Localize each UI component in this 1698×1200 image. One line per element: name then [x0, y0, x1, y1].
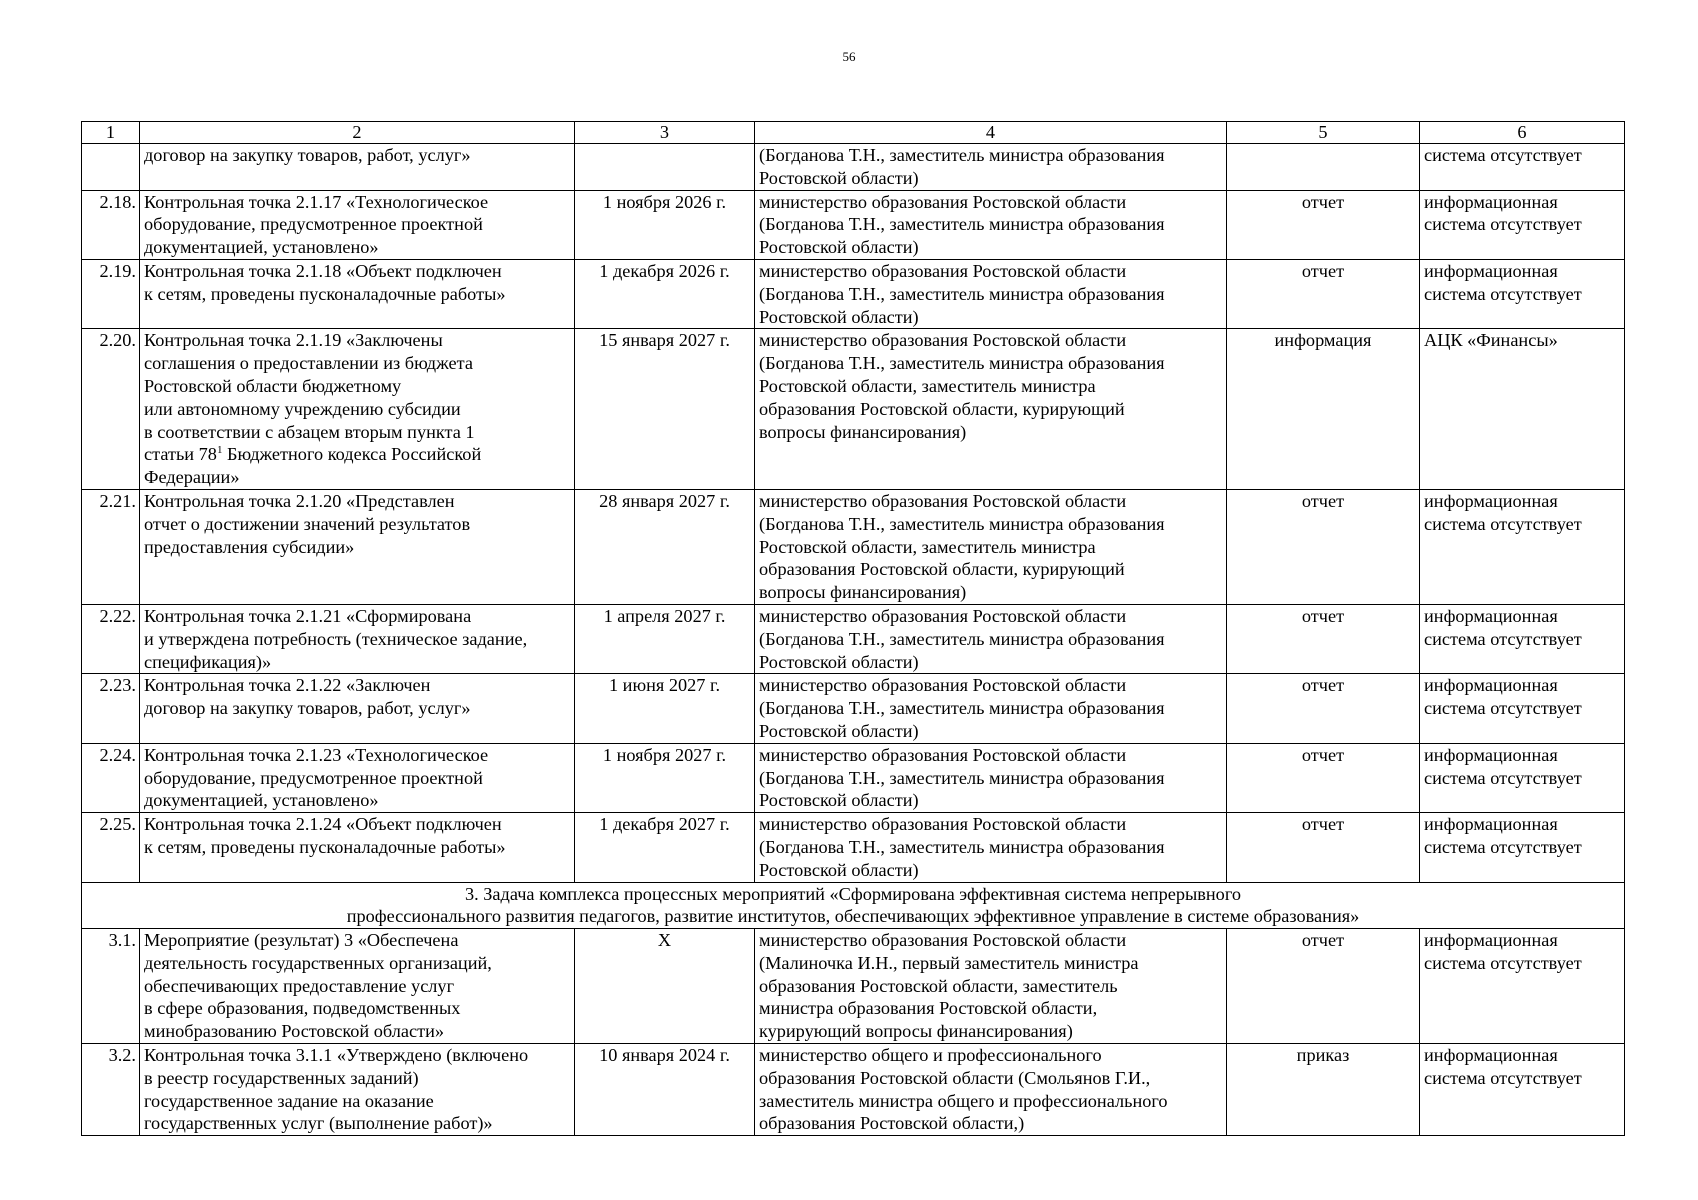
section-heading-row [82, 882, 1625, 929]
table-row [82, 604, 1625, 673]
table-row [82, 813, 1625, 882]
page-number: 56 [842, 49, 856, 64]
event-name-part-1: Контрольная точка 2.1.19 «Заключены соглашения о предоставлении из бюджета Ростовской области бюджетному или автономному учреждению субсидии в соответствии с абзацем вторым пункта 1 статьи 78 [144, 330, 475, 465]
information-system: информационная система отсутствует [1420, 259, 1625, 328]
row-number: 2.25. [82, 813, 140, 882]
responsible: министерство общего и профессионального образования Ростовской области (Смольянов Г.И., заместитель министра общего и профессионального образования Ростовской области,) [755, 1044, 1227, 1136]
plan-table [81, 121, 1625, 1136]
row-number: 3.2. [82, 1044, 140, 1136]
event-name: договор на закупку товаров, работ, услуг» [140, 144, 575, 191]
event-name [140, 329, 575, 490]
responsible: министерство образования Ростовской области (Богданова Т.Н., заместитель министра образования Ростовской области, заместитель министра образования Ростовской области, курирующий вопросы финансирования) [755, 329, 1227, 490]
row-number: 2.21. [82, 489, 140, 604]
header-col-4: 4 [755, 122, 1227, 144]
deadline: 28 января 2027 г. [575, 489, 755, 604]
responsible: министерство образования Ростовской области (Богданова Т.Н., заместитель министра образования Ростовской области, заместитель министра образования Ростовской области, курирующий вопросы финансирования) [755, 489, 1227, 604]
responsible: министерство образования Ростовской области (Богданова Т.Н., заместитель министра образования Ростовской области) [755, 813, 1227, 882]
information-system: информационная система отсутствует [1420, 1044, 1625, 1136]
event-name: Мероприятие (результат) 3 «Обеспечена деятельность государственных организаций, обеспечивающих предоставление услуг в сфере образования, подведомственных минобразованию Ростовской области» [140, 929, 575, 1044]
event-name-part-2: Бюджетного кодекса Российской Федерации» [144, 444, 482, 488]
document-type: отчет [1227, 190, 1420, 259]
table-row [82, 489, 1625, 604]
header-col-5: 5 [1227, 122, 1420, 144]
document-type: приказ [1227, 1044, 1420, 1136]
deadline: 1 апреля 2027 г. [575, 604, 755, 673]
row-number: 3.1. [82, 929, 140, 1044]
row-number: 2.18. [82, 190, 140, 259]
information-system: информационная система отсутствует [1420, 674, 1625, 743]
responsible: министерство образования Ростовской области (Богданова Т.Н., заместитель министра образования Ростовской области) [755, 674, 1227, 743]
deadline: 10 января 2024 г. [575, 1044, 755, 1136]
header-col-1: 1 [82, 122, 140, 144]
row-number: 2.23. [82, 674, 140, 743]
deadline: 1 ноября 2027 г. [575, 743, 755, 812]
document-type: отчет [1227, 743, 1420, 812]
responsible: (Богданова Т.Н., заместитель министра образования Ростовской области) [755, 144, 1227, 191]
information-system: информационная система отсутствует [1420, 190, 1625, 259]
deadline: 1 июня 2027 г. [575, 674, 755, 743]
event-name: Контрольная точка 3.1.1 «Утверждено (включено в реестр государственных заданий) государственное задание на оказание государственных услуг (выполнение работ)» [140, 1044, 575, 1136]
information-system: система отсутствует [1420, 144, 1625, 191]
row-number: 2.24. [82, 743, 140, 812]
deadline: Х [575, 929, 755, 1044]
information-system: информационная система отсутствует [1420, 489, 1625, 604]
event-name: Контрольная точка 2.1.22 «Заключен договор на закупку товаров, работ, услуг» [140, 674, 575, 743]
document-type: отчет [1227, 929, 1420, 1044]
deadline: 1 декабря 2026 г. [575, 259, 755, 328]
table-row [82, 929, 1625, 1044]
document-type: информация [1227, 329, 1420, 490]
table-row [82, 190, 1625, 259]
document-type [1227, 144, 1420, 191]
information-system: информационная система отсутствует [1420, 813, 1625, 882]
information-system: АЦК «Финансы» [1420, 329, 1625, 490]
deadline [575, 144, 755, 191]
table-row [82, 259, 1625, 328]
information-system: информационная система отсутствует [1420, 604, 1625, 673]
event-name: Контрольная точка 2.1.18 «Объект подключен к сетям, проведены пусконаладочные работы» [140, 259, 575, 328]
row-number: 2.19. [82, 259, 140, 328]
deadline: 1 декабря 2027 г. [575, 813, 755, 882]
event-name: Контрольная точка 2.1.21 «Сформирована и утверждена потребность (техническое задание, спецификация)» [140, 604, 575, 673]
deadline: 15 января 2027 г. [575, 329, 755, 490]
row-number: 2.22. [82, 604, 140, 673]
responsible: министерство образования Ростовской области (Богданова Т.Н., заместитель министра образования Ростовской области) [755, 190, 1227, 259]
table-row [82, 329, 1625, 490]
header-row [82, 122, 1625, 144]
table-row [82, 144, 1625, 191]
responsible: министерство образования Ростовской области (Богданова Т.Н., заместитель министра образования Ростовской области) [755, 743, 1227, 812]
deadline: 1 ноября 2026 г. [575, 190, 755, 259]
header-col-2: 2 [140, 122, 575, 144]
section-heading: 3. Задача комплекса процессных мероприятий «Сформирована эффективная система непрерывного профессионального развития педагогов, развитие институтов, обеспечивающих эффективное управление в системе образования» [82, 882, 1625, 929]
information-system: информационная система отсутствует [1420, 929, 1625, 1044]
event-name: Контрольная точка 2.1.20 «Представлен отчет о достижении значений результатов предоставления субсидии» [140, 489, 575, 604]
document-type: отчет [1227, 259, 1420, 328]
row-number: 2.20. [82, 329, 140, 490]
header-col-6: 6 [1420, 122, 1625, 144]
responsible: министерство образования Ростовской области (Богданова Т.Н., заместитель министра образования Ростовской области) [755, 259, 1227, 328]
document-type: отчет [1227, 489, 1420, 604]
information-system: информационная система отсутствует [1420, 743, 1625, 812]
responsible: министерство образования Ростовской области (Малиночка И.Н., первый заместитель министра образования Ростовской области, заместитель министра образования Ростовской области, курирующий вопросы финансирования) [755, 929, 1227, 1044]
event-name: Контрольная точка 2.1.24 «Объект подключен к сетям, проведены пусконаладочные работы» [140, 813, 575, 882]
document-type: отчет [1227, 604, 1420, 673]
table-row [82, 1044, 1625, 1136]
table-row [82, 674, 1625, 743]
document-type: отчет [1227, 674, 1420, 743]
document-type: отчет [1227, 813, 1420, 882]
event-name: Контрольная точка 2.1.23 «Технологическое оборудование, предусмотренное проектной документацией, установлено» [140, 743, 575, 812]
event-name: Контрольная точка 2.1.17 «Технологическое оборудование, предусмотренное проектной документацией, установлено» [140, 190, 575, 259]
article-superscript: 1 [216, 444, 223, 457]
header-col-3: 3 [575, 122, 755, 144]
table-row [82, 743, 1625, 812]
row-number [82, 144, 140, 191]
responsible: министерство образования Ростовской области (Богданова Т.Н., заместитель министра образования Ростовской области) [755, 604, 1227, 673]
